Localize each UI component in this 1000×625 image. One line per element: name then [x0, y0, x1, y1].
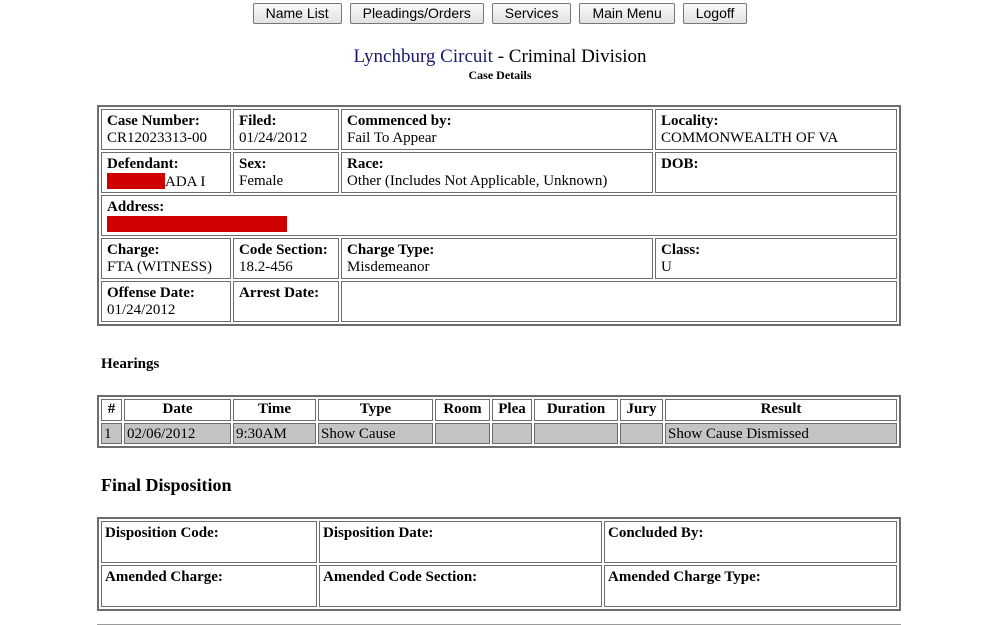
code-section-cell — [233, 238, 339, 279]
sex-cell — [233, 152, 339, 193]
concluded-by-cell — [604, 521, 897, 563]
offense-date-value: 01/24/2012 — [107, 302, 176, 318]
amended-charge-type-cell — [604, 565, 897, 607]
hearings-table — [97, 395, 901, 448]
amended-charge-cell — [101, 565, 317, 607]
locality-cell — [655, 109, 897, 150]
race-value: Other (Includes Not Applicable, Unknown) — [347, 173, 608, 189]
class-label: Class: — [661, 242, 701, 258]
amended-charge-type-label: Amended Charge Type: — [608, 569, 761, 585]
address-cell — [101, 195, 897, 236]
arrest-date-label: Arrest Date: — [239, 285, 320, 301]
final-disposition-heading: Final Disposition — [101, 475, 232, 495]
sex-label: Sex: — [239, 156, 267, 172]
charge-cell — [101, 238, 231, 279]
column-header: Plea — [492, 399, 532, 421]
name-list-button[interactable]: Name List — [253, 3, 342, 24]
charge-type-label: Charge Type: — [347, 242, 435, 258]
services-button[interactable]: Services — [492, 3, 572, 24]
case-row-2 — [101, 152, 897, 193]
locality-value: COMMONWEALTH OF VA — [661, 130, 839, 146]
offense-date-label: Offense Date: — [107, 285, 195, 301]
main-menu-button[interactable]: Main Menu — [579, 3, 674, 24]
case-number-label: Case Number: — [107, 113, 200, 129]
disposition-code-label: Disposition Code: — [105, 525, 219, 541]
column-header: Date — [124, 399, 231, 421]
offense-date-cell — [101, 281, 231, 322]
concluded-by-label: Concluded By: — [608, 525, 704, 541]
case-row-3 — [101, 195, 897, 236]
empty-cell — [341, 281, 897, 322]
filed-cell — [233, 109, 339, 150]
disposition-row-2 — [101, 565, 897, 607]
sex-value: Female — [239, 173, 284, 189]
defendant-value: ADA I — [165, 174, 206, 190]
case-number-cell — [101, 109, 231, 150]
redaction-bar — [107, 173, 165, 189]
column-header: Duration — [534, 399, 618, 421]
class-value: U — [661, 259, 672, 275]
hearing-jury — [620, 423, 663, 444]
column-header: Type — [318, 399, 433, 421]
column-header: # — [101, 399, 122, 421]
charge-value: FTA (WITNESS) — [107, 259, 213, 275]
column-header: Result — [665, 399, 897, 421]
amended-code-section-label: Amended Code Section: — [323, 569, 478, 585]
case-row-5 — [101, 281, 897, 322]
amended-charge-label: Amended Charge: — [105, 569, 223, 585]
filed-value: 01/24/2012 — [239, 130, 308, 146]
dob-cell — [655, 152, 897, 193]
page-title — [0, 46, 1000, 68]
hearings-heading: Hearings — [101, 356, 160, 372]
redaction-bar — [107, 216, 287, 232]
disposition-row-1 — [101, 521, 897, 563]
logoff-button[interactable]: Logoff — [683, 3, 748, 24]
arrest-date-cell — [233, 281, 339, 322]
page-subtitle: Case Details — [468, 68, 532, 82]
case-number-value: CR12023313-00 — [107, 130, 208, 146]
hearing-type: Show Cause — [318, 423, 433, 444]
code-section-value: 18.2-456 — [239, 259, 293, 275]
commenced-by-label: Commenced by: — [347, 113, 452, 129]
case-row-1 — [101, 109, 897, 150]
column-header: Jury — [620, 399, 663, 421]
table-row — [101, 423, 897, 444]
locality-label: Locality: — [661, 113, 719, 129]
amended-code-section-cell — [319, 565, 602, 607]
charge-type-value: Misdemeanor — [347, 259, 430, 275]
division-name: - Criminal Division — [492, 46, 647, 67]
charge-type-cell — [341, 238, 653, 279]
race-label: Race: — [347, 156, 384, 172]
final-disposition-table — [97, 517, 901, 611]
case-details-table — [97, 105, 901, 326]
hearings-header-row — [101, 399, 897, 421]
commenced-by-cell — [341, 109, 653, 150]
hearing-date: 02/06/2012 — [124, 423, 231, 444]
address-label: Address: — [107, 199, 165, 215]
filed-label: Filed: — [239, 113, 277, 129]
court-name: Lynchburg Circuit — [353, 46, 493, 67]
race-cell — [341, 152, 653, 193]
hearing-time: 9:30AM — [233, 423, 316, 444]
column-header: Time — [233, 399, 316, 421]
hearing-result: Show Cause Dismissed — [665, 423, 897, 444]
case-row-4 — [101, 238, 897, 279]
hearing-room — [435, 423, 490, 444]
defendant-cell — [101, 152, 231, 193]
dob-label: DOB: — [661, 156, 699, 172]
pleadings-orders-button[interactable]: Pleadings/Orders — [350, 3, 484, 24]
charge-label: Charge: — [107, 242, 160, 258]
hearing-plea — [492, 423, 532, 444]
class-cell — [655, 238, 897, 279]
column-header: Room — [435, 399, 490, 421]
hearing-duration — [534, 423, 618, 444]
code-section-label: Code Section: — [239, 242, 328, 258]
top-nav — [0, 3, 1000, 24]
disposition-date-label: Disposition Date: — [323, 525, 434, 541]
defendant-label: Defendant: — [107, 156, 179, 172]
hearing-number: 1 — [101, 423, 122, 444]
commenced-by-value: Fail To Appear — [347, 130, 437, 146]
disposition-code-cell — [101, 521, 317, 563]
disposition-date-cell — [319, 521, 602, 563]
